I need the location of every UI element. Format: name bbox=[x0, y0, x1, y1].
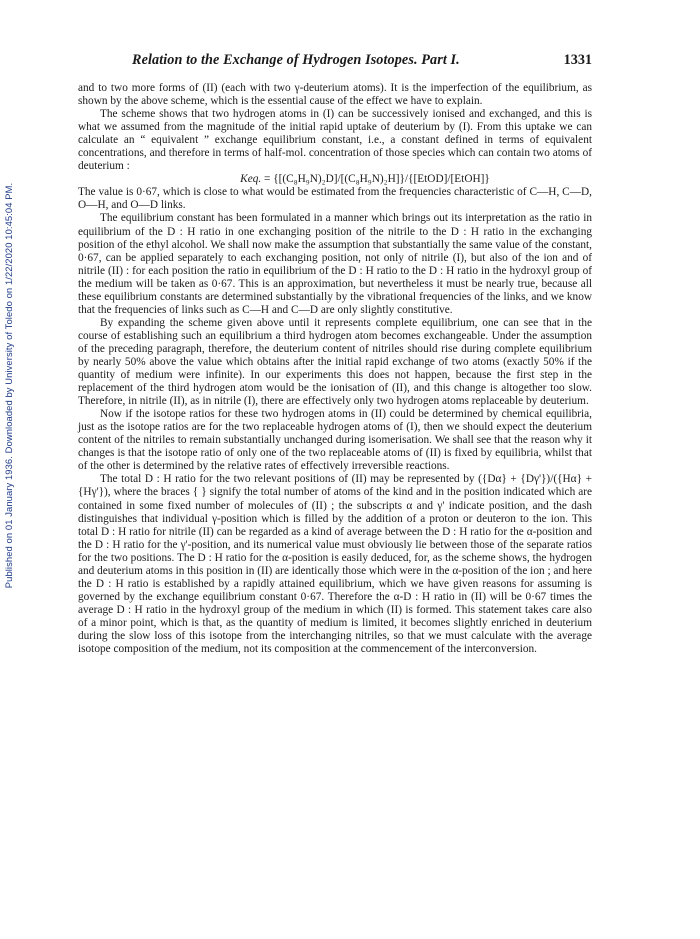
equation-rhs: = {[(C₈H₉N)₂D]/[(C₈H₉N)₂H]}/{[EtOD]/[EtOH]} bbox=[261, 173, 490, 186]
paragraph: By expanding the scheme given above until it represents complete equilibrium, one can see that in the course of establishing such an equilibrium a third hydrogen atom becomes exchangeable. Under the assumption of the preceding paragraph, therefore, the deuterium content of nitriles should rise during complete equilibrium by nearly 50% above the value which obtains after the initial rapid exchange of two atoms (exactly 50% if the quantity of medium were infinite). In our experiments this does not happen, because the first step in the replacement of the third hydrogen atom would be the ionisation of (II), and this change is altogether too slow. Therefore, in nitrile (II), as in nitrile (I), there are effectively only two hydrogen atoms replaceable by deuterium. bbox=[78, 316, 592, 408]
paragraph: The total D : H ratio for the two relevant positions of (II) may be represented by ({Dα} + {Dγ'})/({Hα} + {Hγ'}), where the braces { } signify the total number of atoms of the kind and in the position indicated which are contained in some fixed number of molecules of (II) ; the subscripts α and γ' indicate position, and the dash distinguishes that individual γ-position which is filled by the addition of a proton or deuteron to the ion. This total D : H ratio for nitrile (II) can be regarded as a kind of average between the D : H ratio for the α-position and the D : H ratio for the γ'-position, and its numerical value must obviously lie between those of the separate ratios for the two positions. The D : H ratio for the α-position is easily deduced, for, as the scheme shows, the hydrogen and deuterium atoms in this position in (II) are identically those which were in the α-position of the ion ; and here the D : H ratio is established by a rapidly attained equilibrium, which we have given reasons for assuming is governed by the exchange equilibrium constant 0·67. Therefore the α-D : H ratio in (II) will be 0·67 times the average D : H ratio in the hydroxyl group of the medium in which (II) is formed. This statement takes care also of a minor point, which is that, as the quantity of medium is limited, it becomes slightly enriched in deuterium during the slow loss of this isotope from the interchanging nitriles, so that we must calculate with the average isotope composition of the medium, not its composition at the commencement of the interconversion. bbox=[78, 473, 592, 656]
article-body bbox=[78, 82, 592, 656]
paragraph: The equilibrium constant has been formulated in a manner which brings out its interpretation as the ratio in equilibrium of the D : H ratio in one exchanging position of the nitrile to the D : H ratio in the exchanging position of the ethyl alcohol. We shall now make the assumption that substantially the same value of the constant, 0·67, can be applied separately to each exchanging position, not only of nitrile (I), but also of the ion and of nitrile (II) : for each position the ratio in equilibrium of the D : H ratio to the D : H ratio in the hydroxyl group of the medium will be taken as 0·67. This is an approximation, but nevertheless it must be nearly true, because all these equilibrium constants are determined substantially by the vibrational frequencies of the links, and we know that the frequencies of links such as C—H and C—D are only slightly constitutive. bbox=[78, 212, 592, 316]
paragraph: The value is 0·67, which is close to what would be estimated from the frequencies characteristic of C—H, C—D, O—H, and O—D links. bbox=[78, 186, 592, 212]
paragraph: Now if the isotope ratios for these two hydrogen atoms in (II) could be determined by chemical equilibria, just as the isotope ratios are for the two replaceable hydrogen atoms of (I), then we should expect the deuterium content of the nitriles to remain substantially unchanged during isomerisation. We shall see that the reason why it changes is that the isotope ratio of only one of the two replaceable atoms of (II) is fixed by equilibria, whilst that of the other is determined by the relative rates of effectively irreversible reactions. bbox=[78, 408, 592, 473]
download-notice bbox=[0, 170, 18, 600]
equilibrium-constant-equation bbox=[78, 173, 592, 186]
equation-lhs: Keq. bbox=[240, 173, 262, 186]
paragraph: and to two more forms of (II) (each with two γ-deuterium atoms). It is the imperfection of the equilibrium, as shown by the above scheme, which is the essential cause of the effect we have to explain. bbox=[78, 82, 592, 108]
download-notice-text: Published on 01 January 1936. Downloaded by University of Toledo on 1/22/2020 10:45:04 PM. bbox=[3, 182, 15, 588]
paragraph: The scheme shows that two hydrogen atoms in (I) can be successively ionised and exchanged, and this is what we assumed from the magnitude of the initial rapid uptake of deuterium by (I). From this uptake we can calculate an “ equivalent ” exchange equilibrium constant, i.e., a constant defined in terms of equivalent concentrations, and therefore in terms of half-mol. concentration of those species which can contain two atoms of deuterium : bbox=[78, 108, 592, 173]
running-title: Relation to the Exchange of Hydrogen Isotopes. Part I. bbox=[132, 52, 460, 68]
page-number: 1331 bbox=[563, 52, 592, 68]
page-header bbox=[78, 51, 592, 69]
